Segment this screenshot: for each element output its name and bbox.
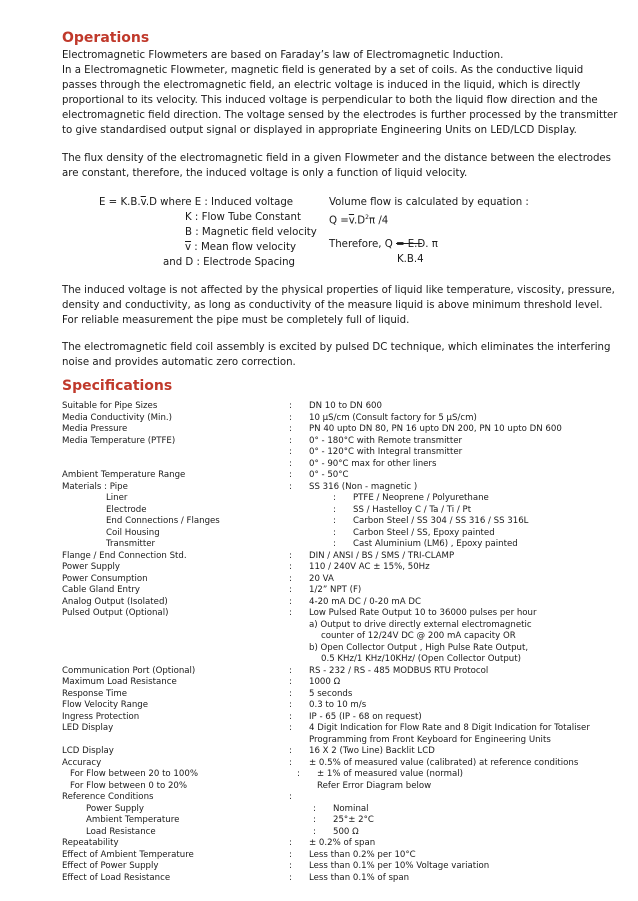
text-line: proportional to its velocity. This induced voltage is perpendicular to both the liquid flow direction and the: [62, 95, 598, 106]
spec-value: 0° - 120°C with Integral transmitter: [309, 447, 463, 457]
spec-value: ± 0.5% of measured value (calibrated) at reference conditions: [309, 757, 579, 768]
spec-label: Communication Port (Optional): [62, 665, 196, 676]
therefore-numerator: Therefore, Q = E.D. π: [329, 239, 438, 250]
spec-separator: :: [333, 504, 336, 515]
spec-value: 0.5 KHz/1 KHz/10KHz/ (Open Collector Output): [321, 654, 521, 664]
spec-separator: :: [333, 539, 336, 549]
spec-value: Less than 0.2% per 10°C: [309, 849, 416, 860]
spec-row: [62, 804, 622, 816]
spec-row: [62, 677, 622, 689]
spec-value: Carbon Steel / SS 304 / SS 316 / SS 316L: [353, 516, 529, 526]
spec-row: [62, 528, 622, 540]
spec-separator: :: [289, 608, 292, 618]
spec-label: Flow Velocity Range: [62, 700, 149, 710]
spec-separator: :: [289, 746, 292, 756]
specifications-heading: Specifications: [62, 378, 173, 394]
spec-row: [62, 562, 622, 574]
induced-voltage-equation: [99, 195, 293, 210]
spec-label: Media Temperature (PTFE): [62, 435, 176, 446]
spec-value: Less than 0.1% of span: [309, 872, 410, 883]
spec-value: Nominal: [333, 803, 369, 814]
spec-row: [62, 666, 622, 678]
spec-value: 25°± 2°C: [333, 815, 374, 825]
text-line: density and conductivity, as long as conductivity of the measure liquid is above minimum threshold level.: [62, 300, 603, 311]
spec-label: Suitable for Pipe Sizes: [62, 401, 158, 411]
spec-row: [62, 516, 622, 528]
text-line: to give standardised output signal or displayed in appropriate Engineering Units on LED/LCD Display.: [62, 125, 577, 136]
spec-row: [62, 470, 622, 482]
spec-separator: :: [289, 665, 292, 676]
spec-row: [62, 643, 622, 655]
specifications-table: [62, 401, 622, 884]
text-line: The induced voltage is not affected by the physical properties of liquid like temperature, viscosity, pressure,: [62, 285, 615, 296]
spec-row: [62, 735, 622, 747]
spec-value: SS / Hastelloy C / Ta / Ti / Pt: [353, 504, 472, 515]
spec-row: [62, 620, 622, 632]
spec-label: Repeatability: [62, 838, 119, 848]
definition-k: K : Flow Tube Constant: [185, 212, 301, 223]
spec-separator: :: [289, 458, 292, 469]
spec-row: [62, 689, 622, 701]
spec-label: Ambient Temperature Range: [62, 470, 186, 480]
volume-flow-equation: [329, 195, 529, 228]
spec-value: 4 Digit Indication for Flow Rate and 8 Digit Indication for Totaliser: [309, 723, 590, 733]
spec-row: [62, 781, 622, 793]
spec-label: Load Resistance: [86, 826, 156, 837]
definition-v: $\overline{v}$ : Mean flow velocity: [185, 242, 296, 253]
operations-paragraph-3: [62, 283, 615, 328]
spec-row: [62, 700, 622, 712]
spec-value: Refer Error Diagram below: [317, 780, 432, 791]
spec-row: [62, 850, 622, 862]
spec-separator: :: [289, 711, 292, 722]
spec-row: [62, 505, 622, 517]
spec-row: [62, 861, 622, 873]
spec-label: Coil Housing: [106, 527, 160, 538]
spec-label: [62, 643, 289, 655]
spec-separator: :: [297, 769, 300, 779]
text-line: The electromagnetic field coil assembly is excited by pulsed DC technique, which eliminates the interfering: [62, 342, 611, 353]
spec-value: DIN / ANSI / BS / SMS / TRI-CLAMP: [309, 550, 455, 561]
spec-value: b) Open Collector Output , High Pulse Rate Output,: [309, 642, 529, 653]
spec-label: [62, 654, 289, 666]
operations-paragraph-2: [62, 151, 611, 181]
text-line: passes through the electromagnetic field, an electric voltage is induced in the liquid, which is directly: [62, 80, 581, 91]
spec-label: Flange / End Connection Std.: [62, 550, 187, 561]
spec-label: Cable Gland Entry: [62, 585, 140, 595]
spec-value: 0° - 90°C max for other liners: [309, 458, 437, 469]
spec-separator: :: [289, 470, 292, 480]
spec-row: [62, 631, 622, 643]
spec-row: [62, 608, 622, 620]
spec-row: [62, 413, 622, 425]
spec-label: [62, 620, 289, 632]
spec-row: [62, 597, 622, 609]
spec-row: [62, 539, 622, 551]
spec-label: Transmitter: [106, 539, 156, 549]
spec-label: Reference Conditions: [62, 792, 154, 802]
spec-row: [62, 873, 622, 885]
spec-value: a) Output to drive directly external electromagnetic: [309, 619, 532, 630]
operations-paragraph-4: [62, 340, 611, 370]
spec-separator: :: [289, 677, 292, 687]
spec-row: [62, 838, 622, 850]
spec-value: 110 / 240V AC ± 15%, 50Hz: [309, 562, 430, 572]
spec-label: Response Time: [62, 688, 128, 699]
spec-separator: [289, 643, 309, 655]
spec-separator: :: [289, 573, 292, 584]
spec-value: [309, 792, 622, 804]
spec-value: IP - 65 (IP - 68 on request): [309, 711, 422, 722]
spec-separator: :: [313, 826, 316, 837]
spec-label: For Flow between 0 to 20%: [70, 780, 188, 791]
spec-label: For Flow between 20 to 100%: [70, 769, 198, 779]
spec-label: Power Supply: [62, 562, 120, 572]
spec-separator: :: [289, 447, 292, 457]
text-line: In a Electromagnetic Flowmeter, magnetic field is generated by a set of coils. As the conductive liquid: [62, 65, 584, 76]
spec-separator: :: [289, 401, 292, 411]
operations-heading: Operations: [62, 30, 150, 46]
text-line: For reliable measurement the pipe must be completely full of liquid.: [62, 315, 410, 326]
spec-value: PTFE / Neoprene / Polyurethane: [353, 493, 489, 503]
spec-row: [62, 723, 622, 735]
spec-value: Cast Aluminium (LM6) , Epoxy painted: [353, 539, 518, 549]
spec-label: Maximum Load Resistance: [62, 677, 177, 687]
spec-row: [62, 827, 622, 839]
spec-separator: :: [289, 435, 292, 446]
spec-separator: :: [289, 562, 292, 572]
spec-label: [62, 459, 289, 471]
spec-label: Analog Output (Isolated): [62, 596, 168, 607]
spec-row: [62, 424, 622, 436]
spec-value: 4-20 mA DC / 0-20 mA DC: [309, 596, 422, 607]
spec-value: RS - 232 / RS - 485 MODBUS RTU Protocol: [309, 665, 489, 676]
spec-value: 20 VA: [309, 573, 334, 584]
spec-label: Effect of Power Supply: [62, 861, 159, 871]
spec-value: 0.3 to 10 m/s: [309, 700, 367, 710]
spec-row: [62, 712, 622, 724]
spec-value: 5 seconds: [309, 688, 353, 699]
spec-separator: [289, 620, 309, 632]
text-line: Electromagnetic Flowmeters are based on Faraday’s law of Electromagnetic Induction.: [62, 50, 504, 61]
spec-label: [62, 735, 289, 747]
spec-label: Liner: [106, 493, 128, 503]
spec-value: DN 10 to DN 600: [309, 401, 382, 411]
spec-separator: :: [289, 596, 292, 607]
spec-row: [62, 493, 622, 505]
spec-separator: [289, 735, 309, 747]
spec-separator: :: [289, 792, 292, 802]
spec-separator: :: [289, 757, 292, 768]
spec-row: [62, 654, 622, 666]
spec-label: Accuracy: [62, 757, 102, 768]
spec-label: End Connections / Flanges: [106, 516, 220, 526]
volume-formula: $Q =\overline{v}.D^2\pi$ /4: [329, 214, 389, 227]
spec-separator: :: [289, 861, 292, 871]
equation-definitions: [185, 210, 317, 255]
spec-separator: :: [313, 803, 316, 814]
denominator-text: K.B.4: [397, 254, 424, 265]
spec-separator: :: [289, 723, 292, 733]
spec-value: SS 316 (Non - magnetic ): [309, 481, 418, 492]
text-line: are constant, therefore, the induced voltage is only a function of liquid velocity.: [62, 168, 468, 179]
spec-row: [62, 574, 622, 586]
spec-value: ± 0.2% of span: [309, 838, 376, 848]
spec-value: Carbon Steel / SS, Epoxy painted: [353, 527, 495, 538]
therefore-formula: [329, 237, 438, 252]
spec-row: [62, 401, 622, 413]
therefore-denominator: [397, 252, 424, 267]
spec-separator: :: [289, 700, 292, 710]
spec-separator: :: [289, 412, 292, 423]
spec-label: Power Consumption: [62, 573, 148, 584]
spec-value: counter of 12/24V DC @ 200 mA capacity OR: [321, 631, 516, 641]
spec-label: Pulsed Output (Optional): [62, 608, 169, 618]
spec-separator: :: [313, 815, 316, 825]
spec-row: [62, 551, 622, 563]
fraction-bar: [396, 243, 422, 244]
spec-value: 0° - 180°C with Remote transmitter: [309, 435, 463, 446]
spec-label: Effect of Load Resistance: [62, 872, 171, 883]
spec-label: Materials : Pipe: [62, 481, 128, 492]
spec-value: 500 Ω: [333, 826, 359, 837]
spec-value: ± 1% of measured value (normal): [317, 769, 464, 779]
spec-label: Media Conductivity (Min.): [62, 412, 172, 423]
spec-label: Ambient Temperature: [86, 815, 180, 825]
spec-row: [62, 447, 622, 459]
spec-separator: :: [333, 493, 336, 503]
spec-row: [62, 746, 622, 758]
spec-separator: :: [333, 527, 336, 538]
spec-value: Programming from Front Keyboard for Engineering Units: [309, 734, 551, 745]
volume-intro: Volume flow is calculated by equation :: [329, 197, 529, 208]
spec-value: 1000 Ω: [309, 677, 341, 687]
spec-value: 16 X 2 (Two Line) Backlit LCD: [309, 746, 435, 756]
spec-label: LCD Display: [62, 746, 114, 756]
spec-label: [62, 631, 289, 643]
definition-b: B : Magnetic field velocity: [185, 227, 317, 238]
spec-row: [62, 585, 622, 597]
spec-label: Electrode: [106, 504, 147, 515]
spec-separator: :: [289, 872, 292, 883]
spec-separator: [289, 631, 309, 643]
spec-label: [62, 447, 289, 459]
spec-value: Less than 0.1% per 10% Voltage variation: [309, 861, 490, 871]
spec-separator: :: [289, 585, 292, 595]
spec-value: 1/2” NPT (F): [309, 585, 362, 595]
equation-line: $E = K.B.\overline{v}.D$ where E : Induced voltage: [99, 197, 294, 208]
spec-label: Power Supply: [86, 803, 144, 814]
spec-label: Effect of Ambient Temperature: [62, 849, 194, 860]
spec-separator: :: [289, 849, 292, 860]
spec-value: 10 µS/cm (Consult factory for 5 µS/cm): [309, 412, 477, 423]
spec-value: Low Pulsed Rate Output 10 to 36000 pulses per hour: [309, 608, 537, 618]
spec-label: LED Display: [62, 723, 114, 733]
spec-label: Media Pressure: [62, 424, 128, 434]
definition-d: [163, 255, 295, 270]
spec-row: [62, 815, 622, 827]
text-line: electromagnetic field direction. The voltage sensed by the electrodes is further processed by the transmitter: [62, 110, 618, 121]
text-line: The flux density of the electromagnetic field in a given Flowmeter and the distance between the electrodes: [62, 153, 611, 164]
spec-separator: [297, 781, 317, 793]
spec-separator: [289, 654, 309, 666]
spec-separator: :: [289, 688, 292, 699]
spec-separator: :: [289, 550, 292, 561]
spec-label: Ingress Protection: [62, 711, 140, 722]
spec-row: [62, 769, 622, 781]
definition-d-text: and D : Electrode Spacing: [163, 257, 295, 268]
spec-separator: :: [333, 516, 336, 526]
spec-value: PN 40 upto DN 80, PN 16 upto DN 200, PN 10 upto DN 600: [309, 424, 562, 434]
spec-row: [62, 436, 622, 448]
operations-paragraph-1: [62, 48, 618, 138]
text-line: noise and provides automatic zero correction.: [62, 357, 296, 368]
spec-row: [62, 792, 622, 804]
spec-row: [62, 482, 622, 494]
spec-separator: :: [289, 481, 292, 492]
spec-row: [62, 459, 622, 471]
spec-row: [62, 758, 622, 770]
spec-separator: :: [289, 424, 292, 434]
spec-value: 0° - 50°C: [309, 470, 349, 480]
spec-separator: :: [289, 838, 292, 848]
